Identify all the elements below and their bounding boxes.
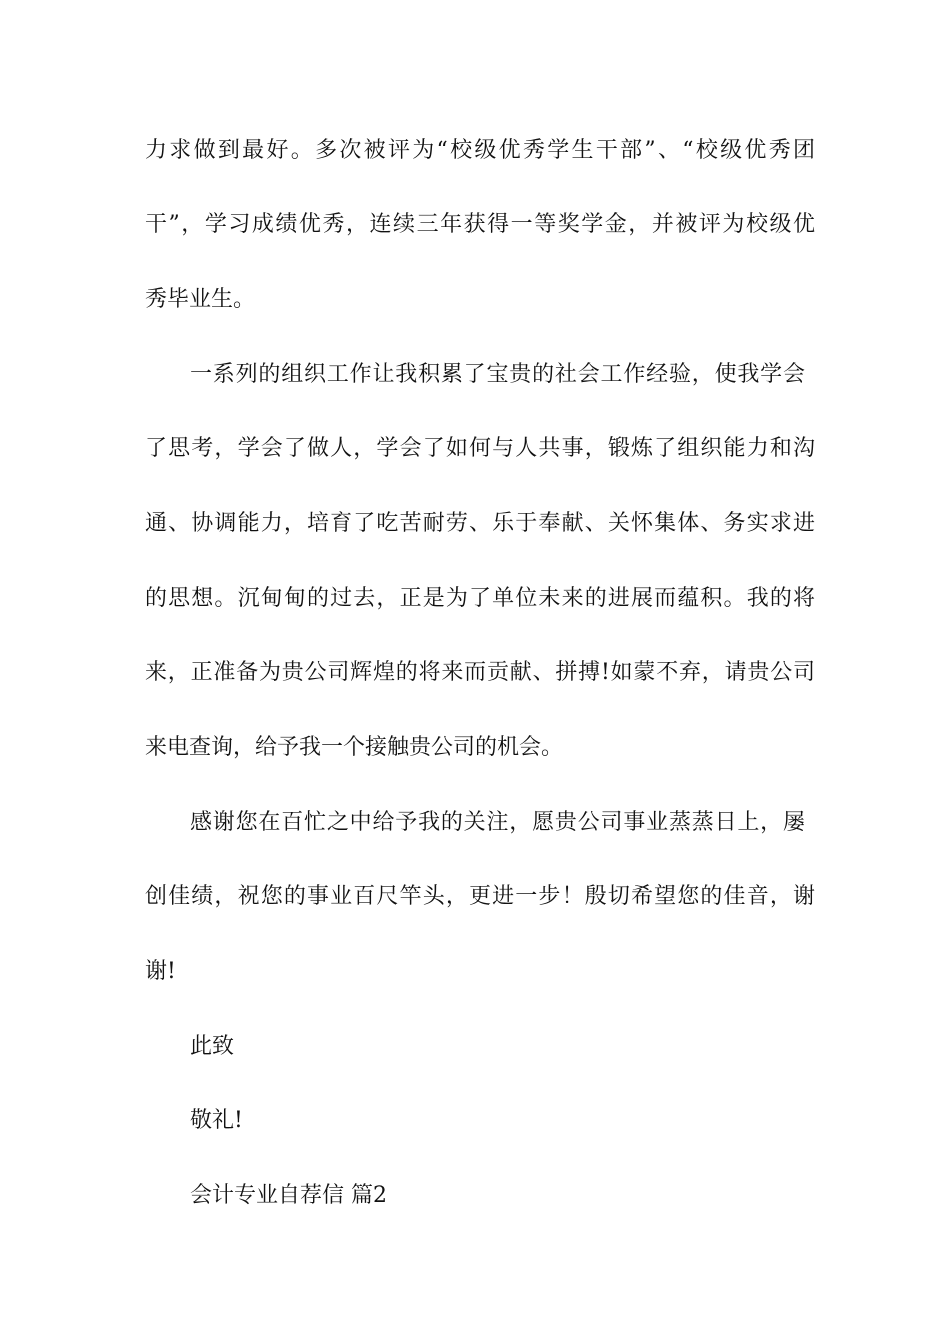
- text-line: 了思考，学会了做人，学会了如何与人共事，锻炼了组织能力和沟: [145, 436, 815, 461]
- closing-regards: 敬礼!: [190, 1108, 243, 1133]
- text-line: 来，正准备为贵公司辉煌的将来而贡献、拼搏!如蒙不弃，请贵公司: [145, 660, 815, 685]
- paragraph-start-line: 感谢您在百忙之中给予我的关注，愿贵公司事业蒸蒸日上，屡: [190, 810, 805, 835]
- section-heading: 会计专业自荐信 篇2: [190, 1183, 387, 1208]
- paragraph-start-line: 一系列的组织工作让我积累了宝贵的社会工作经验，使我学会: [190, 362, 805, 387]
- text-line: 的思想。沉甸甸的过去，正是为了单位未来的进展而蕴积。我的将: [145, 586, 815, 611]
- text-line: 通、协调能力，培育了吃苦耐劳、乐于奉献、关怀集体、务实求进: [145, 511, 815, 536]
- closing-salutation: 此致: [190, 1034, 235, 1059]
- text-line: 创佳绩，祝您的事业百尺竿头，更进一步！殷切希望您的佳音，谢: [145, 884, 815, 909]
- text-line: 来电查询，给予我一个接触贵公司的机会。: [145, 735, 564, 760]
- text-line: 秀毕业生。: [145, 287, 256, 312]
- text-line: 力求做到最好。多次被评为“校级优秀学生干部”、“校级优秀团: [145, 138, 815, 163]
- text-line: 干”，学习成绩优秀，连续三年获得一等奖学金，并被评为校级优: [145, 212, 815, 237]
- text-line: 谢!: [145, 959, 176, 984]
